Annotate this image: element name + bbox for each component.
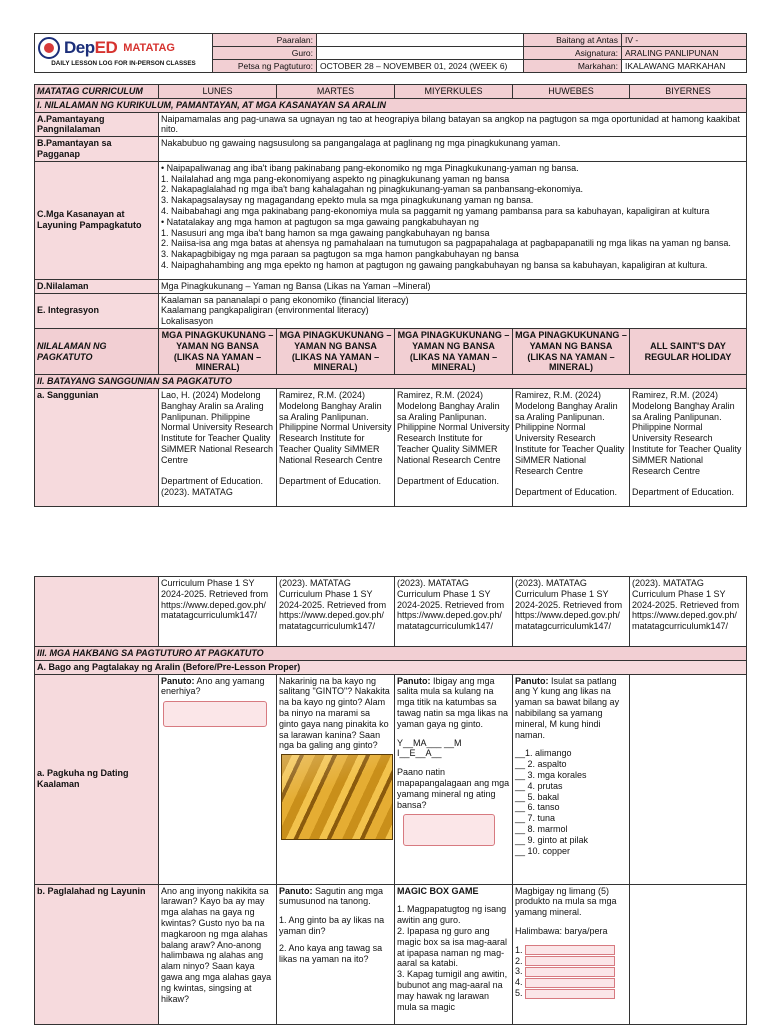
paglalahad-thursday	[513, 884, 630, 1024]
deped-seal-icon	[38, 37, 60, 59]
panuto-label: Panuto:	[515, 675, 549, 686]
sanggunian-thursday: Ramirez, R.M. (2024) Modelong Banghay Aralin sa Araling Panlipunan. Philippine Normal University Research Institute for Teacher Quality SiMMER National Research Centre Department of Education.	[513, 388, 630, 506]
paglalahad-wednesday	[395, 884, 513, 1024]
asignatura-label: Asignatura:	[524, 47, 622, 60]
sanggunian-cont-tuesday: (2023). MATATAG Curriculum Phase 1 SY 2024-2025. Retrieved from https://www.deped.gov.ph/ matatagcurriculumk147/	[277, 577, 395, 647]
pagkatuto-label: NILALAMAN NG PAGKATUTO	[35, 328, 159, 374]
quiz-item: __ 3. mga korales	[515, 769, 587, 780]
panuto-text: Sagutin ang mga sumusunod na tanong.	[279, 885, 384, 907]
nilalaman-label: D.Nilalaman	[35, 279, 159, 293]
integrasyon-item: Kaalamang pangkapaligiran (environmental literacy)	[161, 305, 369, 316]
quiz-item: __ 5. bakal	[515, 791, 560, 802]
curriculum-table	[34, 84, 747, 507]
pagkuha-thursday	[513, 674, 630, 884]
quiz-item: __ 6. tanso	[515, 802, 560, 813]
sanggunian-label: a. Sanggunian	[35, 388, 159, 506]
sanggunian-friday: Ramirez, R.M. (2024) Modelong Banghay Aralin sa Araling Panlipunan. Philippine Normal University Research Institute for Teacher Quality SiMMER National Research Centre Department of Education.	[630, 388, 747, 506]
thursday-instruction: Magbigay ng limang (5) produkto na mula sa mga yamang mineral.	[515, 885, 617, 918]
sanggunian-tuesday: Ramirez, R.M. (2024) Modelong Banghay Aralin sa Araling Panlipunan. Philippine Normal University Research Institute for Teacher Quality SiMMER National Research Centre Department of Education.	[277, 388, 395, 506]
petsa-label: Petsa ng Pagtuturo:	[213, 60, 317, 73]
integrasyon-list	[159, 293, 747, 328]
word-blank-1: Y__MA___ __M	[397, 737, 462, 748]
baitang-field[interactable]: IV -	[622, 34, 747, 47]
kasanayan-item: 3. Nakapagsalaysay ng magagandang epekto mula sa mga pinagkukunang yaman ng bansa.	[161, 195, 534, 206]
markahan-label: Markahan:	[524, 60, 622, 73]
quiz-item: __1. alimango	[515, 748, 572, 759]
product-item: 1.	[515, 945, 627, 956]
paglalahad-monday: Ano ang inyong nakikita sa larawan? Kayo ba ay may mga alahas na gaya ng kwintas? Gusto nyo ba na magkaroon ng mga alahas balang araw? Ano-anong halimbawa ng alahas ang alam ninyo? Saan kaya gawa ang mga alahas gaya ng kwintas, singsing at hikaw?	[159, 884, 277, 1024]
sanggunian-cont-thursday: (2023). MATATAG Curriculum Phase 1 SY 2024-2025. Retrieved from https://www.deped.gov.ph/ matatagcurriculumk147/	[513, 577, 630, 647]
pagkatuto-monday: MGA PINAGKUKUNANG – YAMAN NG BANSA (LIKAS NA YAMAN – MINERAL)	[159, 328, 277, 374]
word-blank-2: I__E__A__	[397, 748, 442, 759]
curriculum-label: MATATAG CURRICULUM	[35, 85, 159, 99]
sanggunian-wednesday: Ramirez, R.M. (2024) Modelong Banghay Aralin sa Araling Panlipunan. Philippine Normal University Research Institute for Teacher Quality SiMMER National Research Centre Department of Education.	[395, 388, 513, 506]
thursday-example: Halimbawa: barya/pera	[515, 925, 608, 936]
pamantayang-value: Naipamamalas ang pag-unawa sa ugnayan ng tao at heograpiya bilang batayan sa angkop na pagtugon sa mga oportunidad at hamong kaakibat nito.	[159, 112, 747, 137]
section-2-title: II. BATAYANG SANGGUNIAN SA PAGKATUTO	[35, 375, 747, 389]
integrasyon-label: E. Integrasyon	[35, 293, 159, 328]
panuto-text: Isulat sa patlang ang Y kung ang likas na yaman sa bawat bilang ay nabibilang sa yamang mineral, M kung hindi naman.	[515, 675, 620, 740]
section-3-title: III. MGA HAKBANG SA PAGTUTURO AT PAGKATUTO	[35, 647, 747, 661]
product-field[interactable]	[525, 978, 615, 988]
kasanayan-list	[159, 161, 747, 279]
lesson-log-page-2	[34, 576, 746, 1025]
answer-box[interactable]	[403, 814, 495, 846]
panuto-label: Panuto:	[161, 675, 195, 686]
product-item: 2.	[515, 956, 627, 967]
curriculum-table-1	[34, 84, 746, 507]
petsa-field[interactable]: OCTOBER 28 – NOVEMBER 01, 2024 (WEEK 6)	[317, 60, 524, 73]
product-item: 3.	[515, 966, 627, 977]
logo-cell	[35, 34, 213, 73]
markahan-field[interactable]: IKALAWANG MARKAHAN	[622, 60, 747, 73]
sanggunian-cont-friday: (2023). MATATAG Curriculum Phase 1 SY 2024-2025. Retrieved from https://www.deped.gov.ph/ matatagcurriculumk147/	[630, 577, 747, 647]
pagkuha-friday	[630, 674, 747, 884]
pagkuha-tuesday	[277, 674, 395, 884]
product-field[interactable]	[525, 967, 615, 977]
kasanayan-item: 3. Nakapagbibigay ng mga paraan sa pagtugon sa mga hamon pangkabuhayan ng bansa	[161, 249, 519, 260]
product-field[interactable]	[525, 945, 615, 955]
day-thursday: HUWEBES	[513, 85, 630, 99]
paglalahad-tuesday	[277, 884, 395, 1024]
pagkuha-wednesday	[395, 674, 513, 884]
guro-label: Guro:	[213, 47, 317, 60]
sanggunian-cont-monday: Curriculum Phase 1 SY 2024-2025. Retrieved from https://www.deped.gov.ph/ matatagcurriculumk147/	[159, 577, 277, 647]
paglalahad-label: b. Paglalahad ng Layunin	[35, 884, 159, 1024]
quiz-item: __ 10. copper	[515, 845, 571, 856]
wednesday-question: Paano natin mapapangalagaan ang mga yamang mineral ng ating bansa?	[397, 767, 510, 810]
paaralan-field[interactable]	[317, 34, 524, 47]
kasanayan-item: • Natatalakay ang mga hamon at pagtugon sa mga gawaing pangkabuhayan ng	[161, 216, 479, 227]
quiz-item: __ 4. prutas	[515, 780, 563, 791]
pagkatuto-tuesday: MGA PINAGKUKUNANG – YAMAN NG BANSA (LIKAS NA YAMAN – MINERAL)	[277, 328, 395, 374]
kasanayan-label: C.Mga Kasanayan at Layuning Pampagkatuto	[35, 161, 159, 279]
kasanayan-item: 4. Naibabahagi ang mga pakinabang pang-ekonomiya mula sa paggamit ng yamang pambansa para sa kabuhayan, kapaligiran at kultura	[161, 205, 710, 216]
procedure-table	[34, 576, 747, 1025]
nilalaman-value: Mga Pinagkukunang – Yaman ng Bansa (Likas na Yaman –Mineral)	[159, 279, 747, 293]
paaralan-label: Paaralan:	[213, 34, 317, 47]
quiz-item: __ 2. aspalto	[515, 759, 567, 770]
panuto-text: Ano ang yamang enerhiya?	[161, 675, 265, 697]
sanggunian-cont-wednesday: (2023). MATATAG Curriculum Phase 1 SY 2024-2025. Retrieved from https://www.deped.gov.ph/ matatagcurriculumk147/	[395, 577, 513, 647]
panuto-text: Ibigay ang mga salita mula sa kulang na mga titik na katumbas sa tawag natin sa mga likas na yaman gaya ng ginto.	[397, 675, 509, 729]
doc-type: DAILY LESSON LOG FOR IN-PERSON CLASSES	[51, 60, 196, 67]
integrasyon-item: Lokalisasyon	[161, 316, 214, 327]
pagganap-label: B.Pamantayan sa Pagganap	[35, 137, 159, 162]
day-wednesday: MIYERKULES	[395, 85, 513, 99]
deped-logo: DepED	[64, 38, 118, 57]
panuto-label: Panuto:	[279, 885, 313, 896]
pagganap-value: Nakabubuo ng gawaing nagsusulong sa pangangalaga at paglinang ng mga pinagkukunang yaman.	[159, 137, 747, 162]
kasanayan-item: 4. Naipaghahambing ang mga epekto ng hamon at pagtugon ng gawaing pangkabuhayan ng bansa sa kabuhayan, kapaligiran at kultura.	[161, 259, 708, 270]
baitang-label: Baitang at Antas	[524, 34, 622, 47]
pagkatuto-thursday: MGA PINAGKUKUNANG – YAMAN NG BANSA (LIKAS NA YAMAN – MINERAL)	[513, 328, 630, 374]
matatag-logo: MATATAG	[123, 42, 175, 54]
day-friday: BIYERNES	[630, 85, 747, 99]
magic-box-steps: 1. Magpapatugtog ng isang awitin ang guro. 2. Ipapasa ng guro ang magic box sa isa mag-aaral at ipapasa naman ng mag-aaral sa katabi. 3. Kapag tumigil ang awitin, bubunot ang mag-aaral na may hawak ng larawan mula sa magic	[397, 904, 508, 1012]
pagkatuto-wednesday: MGA PINAGKUKUNANG – YAMAN NG BANSA (LIKAS NA YAMAN – MINERAL)	[395, 328, 513, 374]
panuto-label: Panuto:	[397, 675, 431, 686]
lesson-log-page-1	[34, 33, 746, 73]
pamantayang-label: A.Pamantayang Pangnilalaman	[35, 112, 159, 137]
tuesday-question: Nakarinig na ba kayo ng salitang "GINTO"? Nakakita na ba kayo ng ginto? Alam ba ninyo na marami sa ginto gaya nang pinakita ko sa larawan kanina? Saan nga ba galing ang ginto?	[279, 675, 390, 751]
section-1-title: I. NILALAMAN NG KURIKULUM, PAMANTAYAN, AT MGA KASANAYAN SA ARALIN	[35, 98, 747, 112]
gold-bars-photo	[281, 754, 393, 840]
kasanayan-item: 1. Nailalahad ang mga pang-ekonomiyang aspekto ng pinagkukunang yaman ng bansa	[161, 173, 510, 184]
product-field[interactable]	[525, 956, 615, 966]
product-item: 4.	[515, 977, 627, 988]
sanggunian-monday: Lao, H. (2024) Modelong Banghay Aralin sa Araling Panlipunan. Philippine Normal University Research Institute for Teacher Quality SiMMER National Research Centre Department of Education. (2023). MATATAG	[159, 388, 277, 506]
pagkuha-label: a. Pagkuha ng Dating Kaalaman	[35, 674, 159, 884]
product-item: 5.	[515, 988, 627, 999]
pagkatuto-friday: ALL SAINT'S DAY REGULAR HOLIDAY	[630, 328, 747, 374]
magic-box-title: MAGIC BOX GAME	[397, 885, 479, 896]
subsection-a-title: A. Bago ang Pagtalakay ng Aralin (Before/Pre-Lesson Proper)	[35, 660, 747, 674]
question-1: 1. Ang ginto ba ay likas na yaman din?	[279, 915, 385, 936]
kasanayan-item: • Naipapaliwanag ang iba't ibang pakinabang pang-ekonomiko ng mga Pinagkukunang-yaman ng bansa.	[161, 162, 579, 173]
sanggunian-cont-label	[35, 577, 159, 647]
kasanayan-item: 2. Nakapaglalahad ng mga iba't bang kahalagahan ng pinagkukunang-yaman sa panbansang-ekonomiya.	[161, 184, 584, 195]
kasanayan-item: 2. Naiisa-isa ang mga batas at ahensya ng pamahalaan na tumutugon sa pagpapahalaga at pagbapapanatili ng mga likas na yaman ng bansa.	[161, 238, 731, 249]
kasanayan-item: 1. Nasusuri ang mga iba't bang hamon sa mga gawaing pangkabuhayan ng bansa	[161, 227, 490, 238]
day-monday: LUNES	[159, 85, 277, 99]
product-field[interactable]	[525, 989, 615, 999]
quiz-item: __ 9. ginto at pilak	[515, 834, 589, 845]
answer-box[interactable]	[163, 701, 267, 727]
day-tuesday: MARTES	[277, 85, 395, 99]
quiz-item: __ 7. tuna	[515, 813, 556, 824]
pagkuha-monday	[159, 674, 277, 884]
asignatura-field[interactable]: ARALING PANLIPUNAN	[622, 47, 747, 60]
paglalahad-friday	[630, 884, 747, 1024]
quiz-item: __ 8. marmol	[515, 823, 568, 834]
question-2: 2. Ano kaya ang tawag sa likas na yaman na ito?	[279, 942, 383, 964]
integrasyon-item: Kaalaman sa pananalapi o pang ekonomiko (financial literacy)	[161, 294, 409, 305]
header-table	[34, 33, 747, 73]
guro-field[interactable]	[317, 47, 524, 60]
